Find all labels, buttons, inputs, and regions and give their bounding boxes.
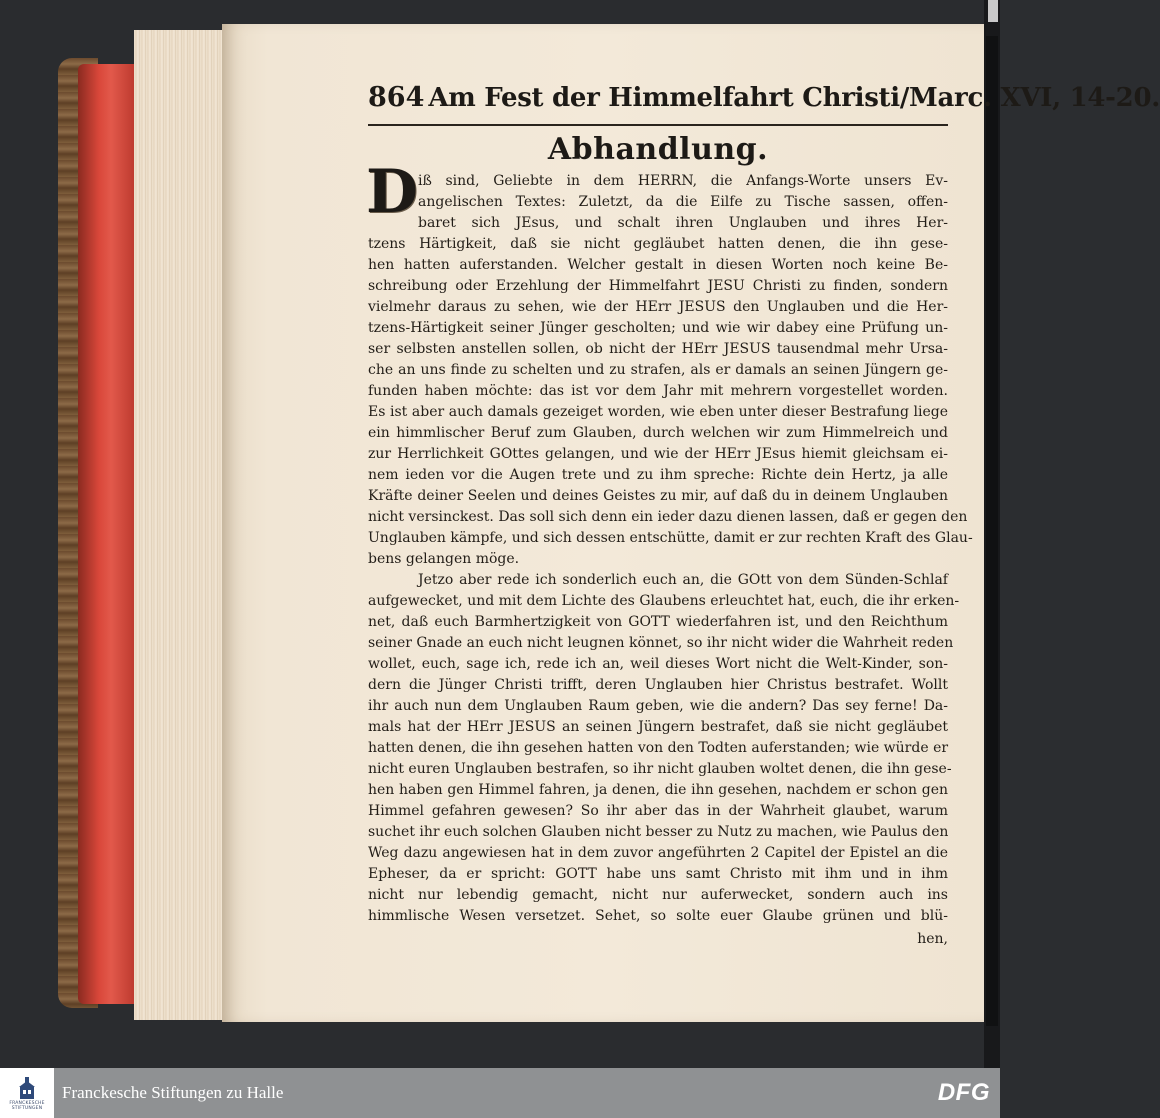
- text-line: Kräfte deiner Seelen und deines Geistes zu mir, auf daß du in deinem Unglauben: [368, 488, 948, 504]
- text-line: nicht versinckest. Das soll sich denn ein ieder dazu dienen lassen, daß er gegen den: [368, 509, 968, 525]
- drop-cap: D: [366, 157, 419, 227]
- text-line: Himmel gefahren gewesen? So ihr aber das in der Wahrheit glaubet, warum: [368, 803, 948, 819]
- text-line: nem ieden vor die Augen trete und zu ihm spreche: Richte dein Hertz, ja alle: [368, 467, 948, 483]
- text-line: hatten denen, die ihn gesehen hatten von den Todten auferstanden; wie würde er: [368, 740, 949, 756]
- text-line: net, daß euch Barmhertzigkeit von GOTT wiederfahren ist, und den Reichthum: [368, 614, 948, 630]
- text-line: Weg dazu angewiesen hat in dem zuvor angeführten 2 Capitel der Epistel an die: [368, 845, 948, 861]
- text-line: iß sind, Geliebte in dem HERRN, die Anfangs-Worte unsers Ev-: [418, 173, 948, 189]
- text-line: ein himmlischer Beruf zum Glauben, durch welchen wir zum Himmelreich und: [368, 425, 948, 441]
- text-line: hen hatten auferstanden. Welcher gestalt in diesen Worten noch keine Be-: [368, 257, 948, 273]
- text-line: funden haben möchte: das ist vor dem Jahr mit mehrern vorgestellet worden.: [368, 383, 948, 399]
- text-line: bens gelangen möge.: [368, 551, 520, 567]
- text-line: Epheser, da er spricht: GOTT habe uns samt Christo mit ihm und in ihm: [368, 866, 948, 882]
- text-line: suchet ihr euch solchen Glauben nicht besser zu Nutz zu machen, wie Paulus den: [368, 824, 949, 840]
- text-line: nicht nur lebendig gemacht, nicht nur auferwecket, sondern auch ins: [368, 887, 948, 903]
- text-line: wollet, euch, sage ich, rede ich an, weil dieses Wort nicht die Welt-Kinder, son-: [368, 656, 948, 672]
- dfg-logo[interactable]: DFG: [937, 1079, 990, 1106]
- text-line: baret sich JEsus, und schalt ihren Unglauben und ihres Her-: [418, 215, 948, 231]
- logo-text-line1: FRANCKESCHE: [9, 1101, 45, 1106]
- text-line: seiner Gnade an euch nicht leugnen könnet, so ihr nicht wider die Wahrheit reden: [368, 635, 954, 651]
- text-line: Es ist aber auch damals gezeiget worden, wie eben unter dieser Bestrafung liege: [368, 404, 948, 420]
- catchword: hen,: [917, 931, 948, 947]
- text-line: Unglauben kämpfe, und sich dessen entschütte, damit er zur rechten Kraft des Glau-: [368, 530, 973, 546]
- running-title: Am Fest der Himmelfahrt Christi/Marc. XVI, 14-20.: [428, 83, 1160, 113]
- text-line: ser selbsten anstellen sollen, ob nicht der HErr JESUS tausendmal mehr Ursa-: [368, 341, 948, 357]
- text-line: angelischen Textes: Zuletzt, da die Eilfe zu Tische sassen, offen-: [418, 194, 948, 210]
- francke-foundation-logo-icon[interactable]: [0, 1068, 54, 1118]
- text-line: schreibung oder Erzehlung der Himmelfahrt JESU Christi zu finden, sondern: [368, 278, 948, 294]
- institution-name[interactable]: Franckesche Stiftungen zu Halle: [62, 1083, 284, 1102]
- text-line: Jetzo aber rede ich sonderlich euch an, die GOtt von dem Sünden-Schlaf: [418, 572, 948, 588]
- text-line: aufgewecket, und mit dem Lichte des Glaubens erleuchtet hat, euch, die ihr erken-: [368, 593, 960, 609]
- text-line: himmlische Wesen versetzet. Sehet, so solte euer Glaube grünen und blü-: [368, 908, 948, 924]
- text-line: dern die Jünger Christi trifft, deren Unglauben hier Christus bestrafet. Wollt: [368, 677, 948, 693]
- page-number: 864: [368, 82, 425, 113]
- section-title: Abhandlung.: [547, 132, 769, 167]
- text-line: vielmehr daraus zu sehen, wie der HErr JESUS den Unglauben und die Her-: [368, 299, 948, 315]
- text-line: nicht euren Unglauben bestrafen, so ihr nicht glauben woltet denen, die ihn gese-: [368, 761, 952, 777]
- foundation-emblem-icon: [16, 1075, 38, 1101]
- footer-bar: [0, 1068, 1000, 1118]
- text-line: mals hat der HErr JESUS an seinen Jüngern bestrafet, daß sie nicht gegläubet: [368, 719, 948, 735]
- text-line: zur Herrlichkeit GOttes gelangen, und wie der HErr JEsus hiemit gleichsam ei-: [368, 446, 948, 462]
- logo-text-line2: STIFTUNGEN: [11, 1106, 43, 1111]
- text-line: tzens-Härtigkeit seiner Jünger gescholten; und wie wir dabey eine Prüfung un-: [368, 320, 948, 336]
- text-line: tzens Härtigkeit, daß sie nicht gegläubet hatten denen, die ihn gese-: [368, 236, 948, 252]
- text-line: ihr auch nun dem Unglauben Raum geben, wie die andern? Das sey ferne! Da-: [368, 698, 948, 714]
- text-line: hen haben gen Himmel fahren, ja denen, die ihn gesehen, nachdem er schon gen: [368, 782, 948, 798]
- text-line: che an uns finde zu schelten und zu strafen, als er damals an seinen Jüngern ge-: [368, 362, 948, 378]
